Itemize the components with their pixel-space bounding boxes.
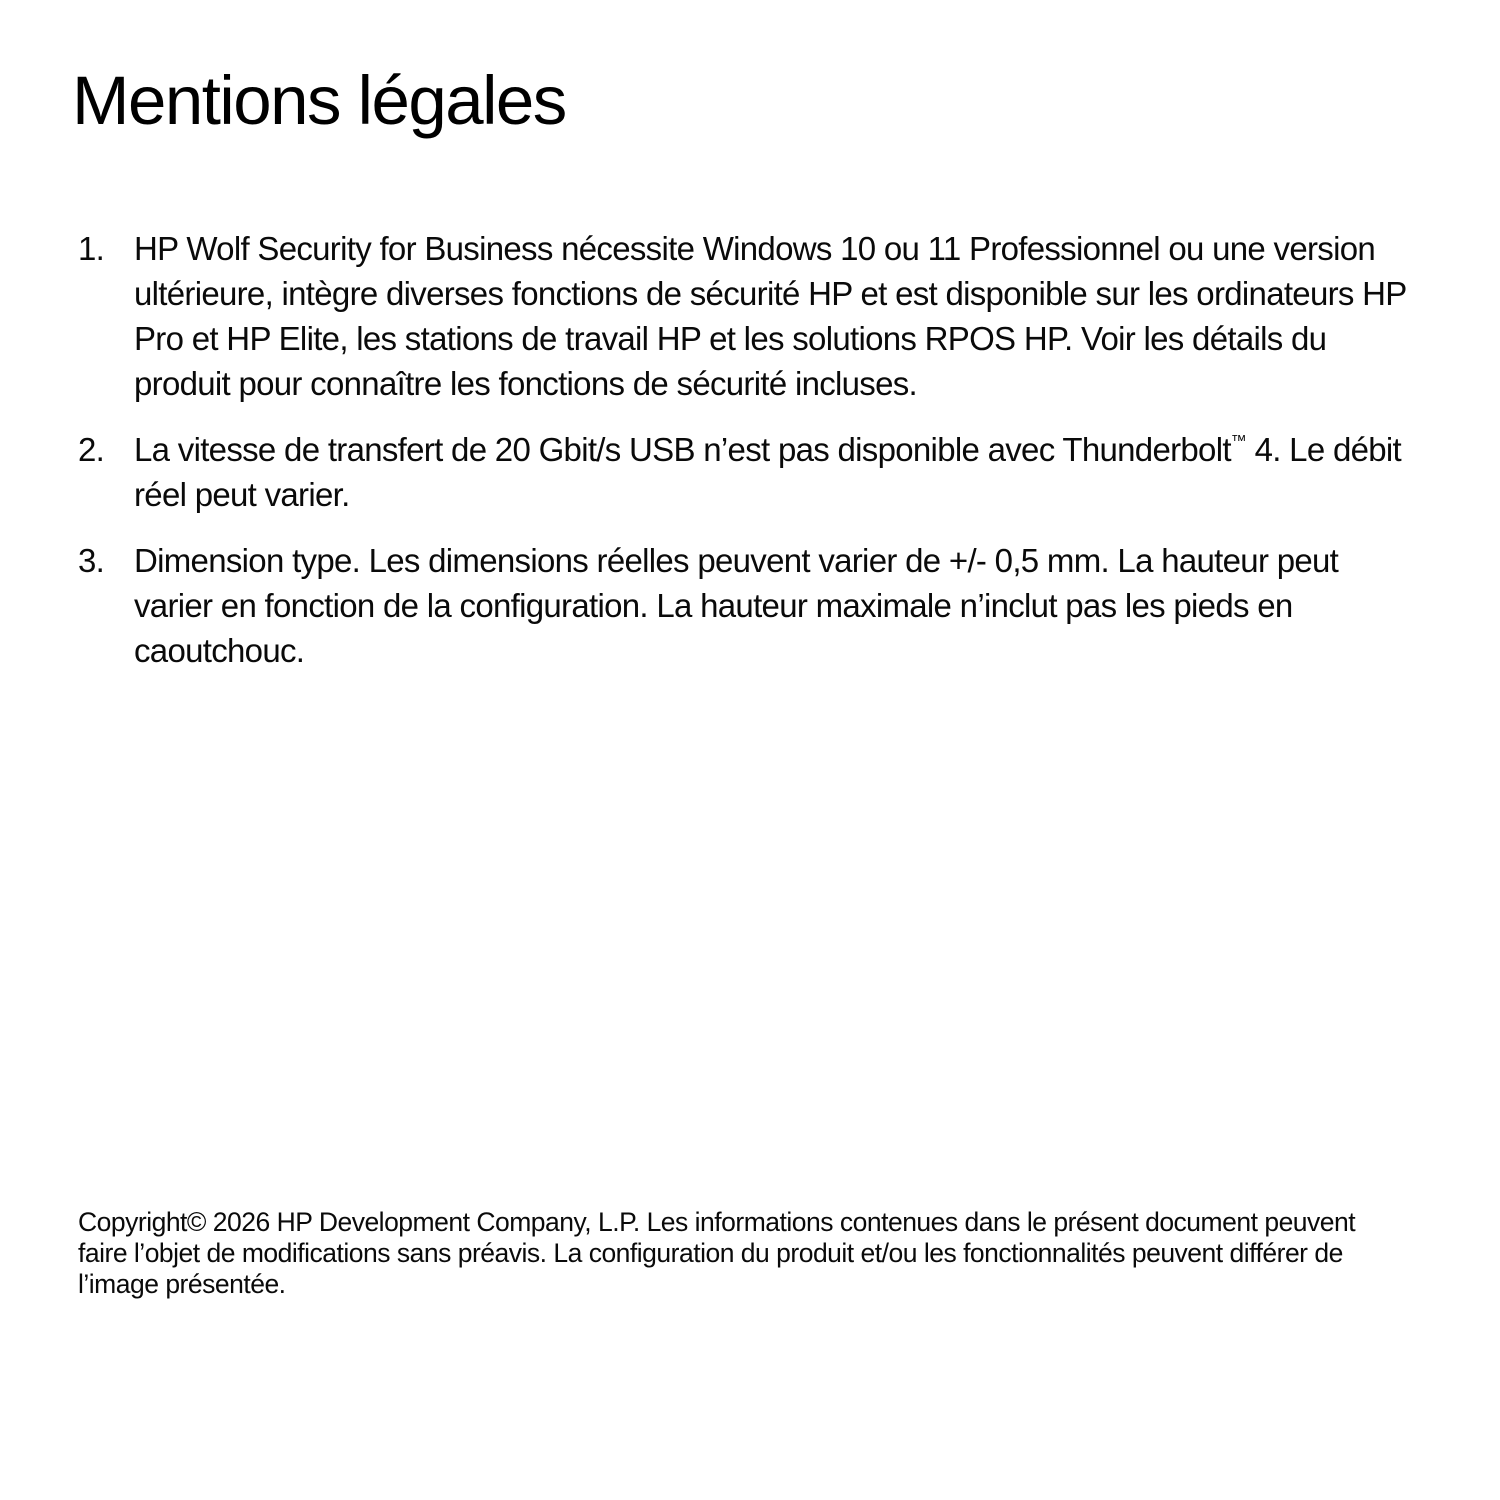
note-number: 1. — [78, 230, 105, 267]
legal-note-3 — [78, 538, 1418, 673]
legal-notes-list — [78, 226, 1418, 694]
legal-note-2 — [78, 427, 1418, 517]
note-text — [134, 427, 1418, 517]
note-text-part: 4. Le débit réel peut varier. — [134, 431, 1402, 513]
note-number: 3. — [78, 542, 105, 579]
page-title: Mentions légales — [72, 62, 566, 139]
note-number: 2. — [78, 431, 105, 468]
copyright-notice: Copyright© 2026 HP Development Company, L.P. Les informations contenues dans le présent document peuvent faire l’objet de modifications sans préavis. La configuration du produit et/ou les fonctionnalités peuvent différer de l’image présentée. — [78, 1207, 1356, 1299]
note-text: HP Wolf Security for Business nécessite Windows 10 ou 11 Professionnel ou une version ultérieure, intègre diverses fonctions de sécurité HP et est disponible sur les ordinateurs HP Pro et HP Elite, les stations de travail HP et les solutions RPOS HP. Voir les détails du produit pour connaître les fonctions de sécurité incluses. — [134, 230, 1407, 402]
legal-note-1 — [78, 226, 1418, 406]
note-text: Dimension type. Les dimensions réelles peuvent varier de +/- 0,5 mm. La hauteur peut varier en fonction de la configuration. La hauteur maximale n’inclut pas les pieds en caoutchouc. — [134, 542, 1339, 669]
trademark-symbol: ™ — [1230, 433, 1247, 450]
note-text-part: La vitesse de transfert de 20 Gbit/s USB n’est pas disponible avec Thunderbolt — [134, 431, 1231, 468]
